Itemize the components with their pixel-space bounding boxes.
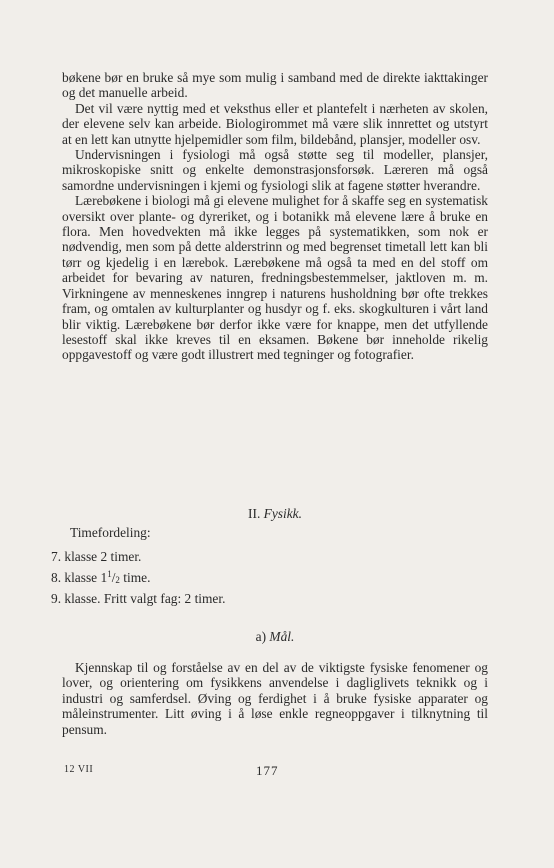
subsection-title: Mål. bbox=[269, 629, 295, 644]
time-list bbox=[51, 546, 225, 609]
paragraph-maal: Kjennskap til og forståelse av en del av de viktigste fysiske fenomener og lover, og orientering om fysikkens anvendelse i dagliglivets teknikk og i industri og samferdsel. Øving og ferdighet i å bruke fysiske apparater og måleinstrumenter. Litt øving i å løse enkle regneoppgaver i tilknytning til pensum. bbox=[62, 660, 488, 737]
paragraph-continuation: bøkene bør en bruke så mye som mulig i samband med de direkte iakttakinger og det manuelle arbeid. bbox=[62, 70, 488, 101]
maal-text bbox=[62, 660, 488, 737]
time-row-timer: Fritt valgt fag: 2 timer. bbox=[103, 591, 226, 606]
subsection-letter: a) bbox=[255, 629, 267, 644]
time-row bbox=[51, 588, 225, 609]
section-title: Fysikk. bbox=[263, 506, 302, 521]
signature-mark: 12 VII bbox=[64, 764, 94, 775]
time-row-klasse: 8. klasse bbox=[51, 570, 98, 585]
time-row bbox=[51, 567, 225, 588]
subsection-heading bbox=[62, 629, 488, 645]
timefordeling-label: Timefordeling: bbox=[70, 525, 151, 540]
time-row-timer: 2 timer. bbox=[100, 549, 142, 564]
section-heading bbox=[62, 506, 488, 522]
paragraph-laereboker: Lærebøkene i biologi må gi elevene mulighet for å skaffe seg en systematisk oversikt over plante- og dyreriket, og i botanikk må elevene lære å bruke en flora. Men hovedvekten må ikke legges på systematikken, som nok er nødvendig, men som på dette alderstrinn og med begrenset timetall lett kan bli tørr og kjedelig i en lærebok. Lærebøkene må også ta med en del stoff om arbeidet for bevaring av naturen, fredningsbestemmelser, jaktloven m. m. Virkningene av menneskenes inngrep i naturens husholdning bør ofte trekkes fram, og omtalen av kulturplanter og husdyr og f. eks. skogkulturen i vårt land blir viktig. Lærebøkene bør derfor ikke være for knappe, men det utfyllende lesestoff skal ikke kreves til en eksamen. Bøkene bør inneholde rikelig oppgavestoff og være godt illustrert med tegninger og fotografier. bbox=[62, 193, 488, 363]
section-number: II. bbox=[248, 506, 261, 521]
page-number: 177 bbox=[256, 763, 279, 778]
paragraph-veksthus: Det vil være nyttig med et veksthus eller et plantefelt i nærheten av skolen, der elevene selv kan arbeide. Biologirommet må være slik innrettet og utstyrt at en lett kan utnytte hjelpemidler som film, bildebånd, plansjer, modeller osv. bbox=[62, 100, 488, 147]
time-row-klasse: 7. klasse bbox=[51, 549, 98, 564]
time-row-timer: time. bbox=[123, 570, 151, 585]
intro-text bbox=[62, 70, 488, 363]
paragraph-fysiologi: Undervisningen i fysiologi må også støtte seg til modeller, plansjer, mikroskopiske snitt og enkelte demonstrasjonsforsøk. Læreren må også samordne undervisningen i kjemi og fysiologi slik at fagene støtter hverandre. bbox=[62, 147, 488, 193]
time-row-fraction: $1^1/_2$ bbox=[100, 569, 120, 585]
time-row-klasse: 9. klasse. bbox=[51, 591, 101, 606]
time-row bbox=[51, 546, 225, 567]
